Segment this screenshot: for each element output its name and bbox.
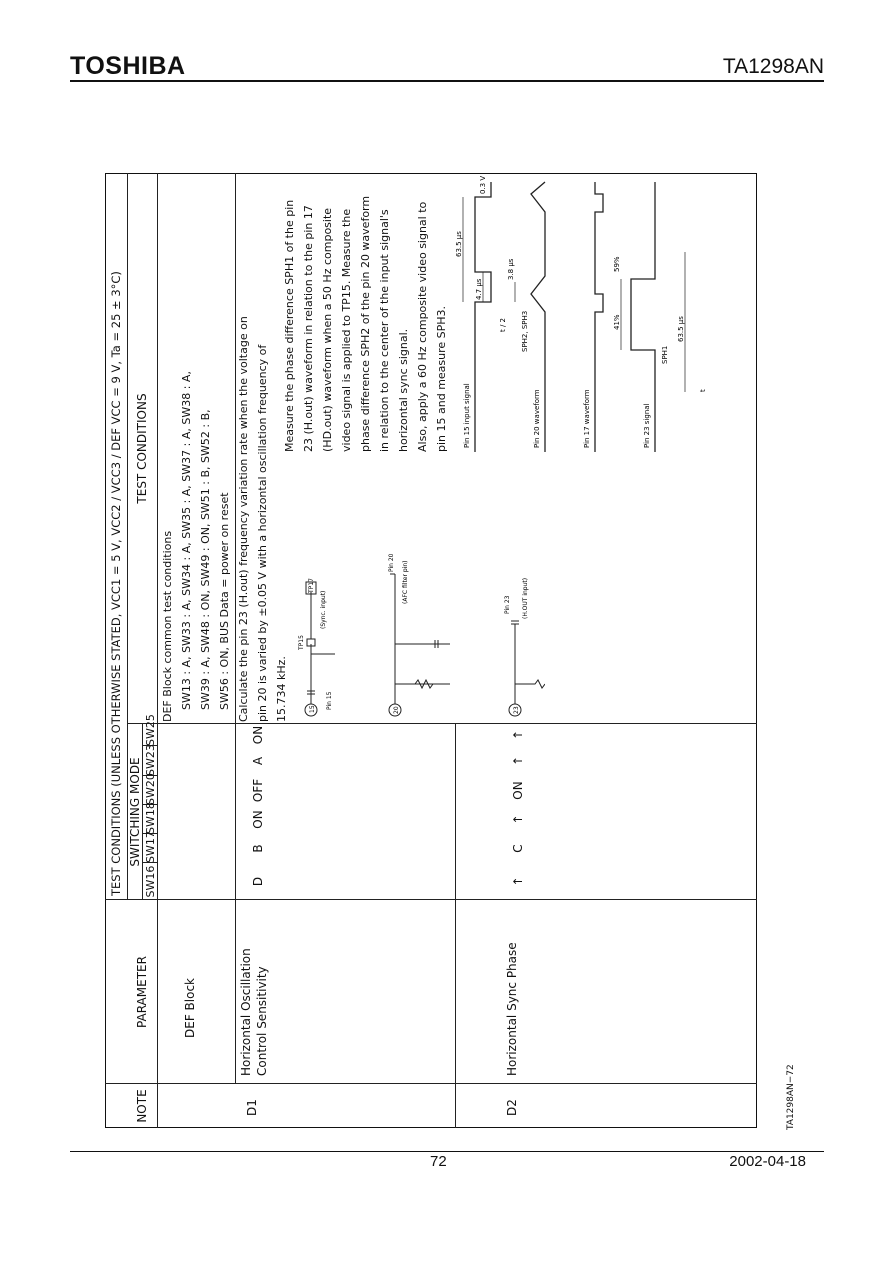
block-condition-3: SW39 : A, SW48 : ON, SW49 : ON, SW51 : B, SW52 : B, [199, 409, 212, 710]
row-d2-sw17: C [511, 844, 525, 853]
pin17-waveform-label: Pin 17 waveform [583, 389, 591, 448]
row-d2-note: D2 [505, 1099, 519, 1116]
page-number: 72 [430, 1153, 447, 1170]
block-condition-1: DEF Block common test conditions [161, 530, 174, 722]
waveform-diagram [455, 173, 755, 452]
pin23-circuit [509, 621, 545, 716]
sw-header-25: SW25 [144, 714, 157, 746]
block-name: DEF Block [183, 978, 197, 1038]
footer-rule [70, 1151, 824, 1152]
part-number: TA1298AN [722, 55, 824, 78]
test-conditions-table [105, 173, 757, 1128]
afc-filter-label: (AFC filter pin) [402, 560, 409, 604]
hout-label: (H.OUT input) [522, 577, 529, 619]
row-d1-sw23: A [251, 756, 265, 766]
row-d2-condition-8: Also, apply a 60 Hz composite video signal to [416, 201, 429, 452]
footer-doc-id: TA1298AN−72 [786, 1064, 796, 1130]
sw-header-20: SW20 [144, 773, 157, 805]
row-d2-sw25: ↑ [511, 729, 525, 741]
sw-header-16: SW16 [144, 865, 157, 898]
t-mark-label: t [699, 389, 707, 392]
sw-header-17: SW17 [144, 831, 157, 863]
row-d2-sw18: ↑ [511, 814, 525, 825]
parameter-col-line [105, 899, 757, 900]
header-rule-bottom [157, 173, 158, 1128]
v-0-3-label: 0.3 V [479, 175, 487, 194]
t-41-label: 41% [613, 314, 621, 330]
pin15-waveform [475, 182, 491, 452]
col-note: NOTE [135, 1089, 149, 1123]
row-d2-condition-5: phase difference SPH2 of the pin 20 waveform [359, 195, 372, 452]
pin23-signal-label: Pin 23 signal [643, 403, 651, 448]
pin15-label: Pin 15 [326, 691, 333, 710]
block-condition-2: SW13 : A, SW33 : A, SW34 : A, SW35 : A, SW37 : A, SW38 : A, [180, 371, 193, 710]
t-3-8-label: 3.8 μs [507, 258, 515, 280]
switching-rule [142, 724, 143, 900]
sw-header-23: SW23 [144, 744, 157, 776]
brand-logo: TOSHIBA [70, 52, 186, 80]
col-parameter: PARAMETER [135, 956, 149, 1028]
row-d2-parameter: Horizontal Sync Phase [505, 942, 519, 1076]
row-d1-parameter-2: Control Sensitivity [255, 966, 269, 1076]
pin20-waveform-label: Pin 20 waveform [533, 389, 541, 448]
pin23-label: Pin 23 [504, 595, 511, 614]
sync-input-label: (Sync. input) [320, 590, 327, 629]
row-d1-sw25: ON [251, 725, 265, 745]
sph2-label: SPH2, SPH3 [521, 310, 529, 352]
row-d1-sw20: OFF [251, 778, 265, 803]
pin17-waveform-trace [595, 182, 603, 452]
row-d2-sw20: ON [511, 781, 525, 800]
col-switching: SWITCHING MODE [128, 757, 142, 867]
dimension-lines [463, 197, 685, 392]
row-d2-condition-2: 23 (H.out) waveform in relation to the pin 17 [302, 205, 315, 452]
pin20-label: Pin 20 [388, 553, 395, 572]
note-col-line [105, 1083, 757, 1084]
table-title: TEST CONDITIONS (UNLESS OTHERWISE STATED, VCC1 = 5 V, VCC2 / VCC3 / DEF VCC = 9 V, Ta = 25 ± 3°C) [109, 271, 123, 896]
row-d1-condition-2: pin 20 is varied by ±0.05 V with a horizontal oscillation frequency of [256, 344, 269, 722]
sw-header-18: SW18 [144, 802, 157, 834]
row-d2-condition-4: video signal is applied to TP15. Measure the [340, 208, 353, 452]
row-d1-parameter-1: Horizontal Oscillation [239, 948, 253, 1076]
tp17-label: TP17 [308, 578, 315, 593]
row-d2-sw16: ↑ [511, 876, 525, 887]
pin15-num: 15 [309, 705, 316, 713]
row-d1-condition-3: 15.734 kHz. [275, 656, 288, 722]
sph1-label: SPH1 [661, 345, 669, 364]
col-test-conditions: TEST CONDITIONS [135, 393, 149, 504]
row-d1-sw18: ON [251, 810, 265, 829]
row-d1-condition-1: Calculate the pin 23 (H.out) frequency variation rate when the voltage on [237, 316, 250, 722]
row-d2-condition-7: horizontal sync signal. [397, 328, 410, 452]
row-d1-sw17: B [251, 844, 265, 853]
row-d1-rule [455, 724, 456, 1128]
pin20-num: 20 [393, 706, 400, 714]
row-d2-sw23: ↑ [511, 755, 525, 767]
block-condition-4: SW56 : ON, BUS Data = power on reset [218, 492, 231, 710]
row-d1-note: D1 [245, 1099, 259, 1116]
t-63-5-label: 63.5 μs [455, 231, 463, 257]
t-63-b-label: 63.5 μs [677, 316, 685, 342]
header-rule [70, 80, 824, 82]
row-d2-condition-3: (HD.out) waveform when a 50 Hz composite [321, 207, 334, 452]
t-4-7-label: 4.7 μs [475, 278, 483, 300]
row-d1-sw16: D [251, 876, 265, 887]
row-d2-condition-6: in relation to the center of the input signal's [378, 209, 391, 452]
pin20-circuit [389, 574, 450, 716]
half-t-label: t / 2 [499, 317, 507, 332]
t-59-label: 59% [613, 256, 621, 272]
row-d2-condition-1: Measure the phase difference SPH1 of the pin [283, 199, 296, 452]
pin23-num: 23 [513, 706, 520, 714]
row-d2-condition-9: pin 15 and measure SPH3. [435, 305, 448, 452]
circuit-diagram [295, 454, 545, 724]
footer-date: 2002-04-18 [729, 1153, 806, 1170]
pin15-signal-label: Pin 15 input signal [463, 383, 471, 448]
tp15-label: TP15 [298, 635, 305, 650]
